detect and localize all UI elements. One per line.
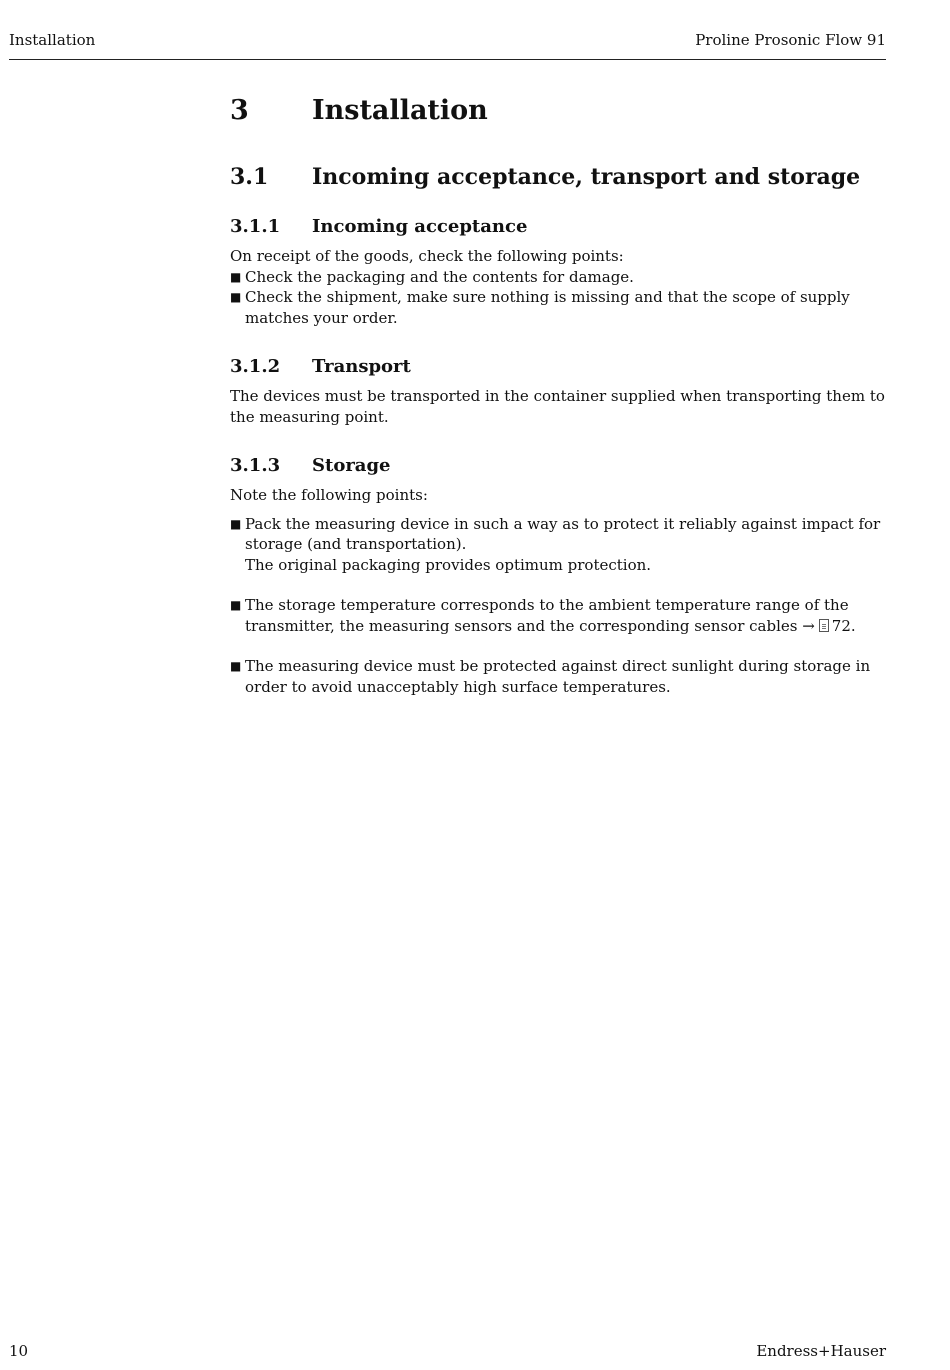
- chapter-heading: [230, 92, 886, 130]
- list-item: ■ The storage temperature corresponds to the ambient temperature range of the transmitter, the measuring sensors and the corresponding sensor cables → 72.: [230, 596, 856, 635]
- header-product-name: Proline Prosonic Flow 91: [695, 31, 886, 49]
- chapter-number: 3: [230, 95, 249, 126]
- bullet-icon: ■: [230, 659, 242, 673]
- list-item: ■ Check the shipment, make sure nothing is missing and that the scope of supply matches your order.: [230, 288, 850, 327]
- subsection-title: Storage: [312, 455, 391, 476]
- header-section-name: Installation: [9, 31, 96, 49]
- bullet-icon: ■: [230, 516, 242, 531]
- section-heading: [230, 162, 886, 192]
- page-reference-icon: [819, 619, 829, 632]
- list-item: ■ The measuring device must be protected against direct sunlight during storage in order to avoid unacceptably high surface temperatures.: [230, 657, 871, 696]
- subsection-heading-storage: [230, 453, 886, 479]
- subsection-title: Incoming acceptance: [312, 216, 528, 237]
- subsection-number: 3.1.2: [230, 356, 281, 377]
- brand-name: Endress+Hauser: [756, 1342, 886, 1360]
- incoming-checklist: [230, 267, 886, 329]
- chapter-title: Installation: [312, 95, 488, 126]
- subsection-heading-transport: [230, 354, 886, 380]
- subsection-number: 3.1.1: [230, 216, 281, 237]
- list-item: ■ Pack the measuring device in such a way as to protect it reliably against impact for storage (and transportation). The original packaging provides optimum protection.: [230, 514, 881, 574]
- bullet-icon: ■: [230, 290, 242, 304]
- section-title: Incoming acceptance, transport and storage: [312, 164, 861, 190]
- subsection-heading-incoming: [230, 214, 886, 240]
- transport-text: The devices must be transported in the container supplied when transporting them to the measuring point.: [230, 387, 885, 426]
- storage-intro: Note the following points:: [230, 486, 428, 504]
- list-item: ■ Check the packaging and the contents for damage.: [230, 267, 634, 286]
- page-reference[interactable]: 72.: [831, 616, 856, 635]
- bullet-icon: ■: [230, 269, 242, 284]
- page-content: [230, 92, 886, 697]
- bullet-icon: ■: [230, 598, 242, 612]
- page-number: 10: [9, 1342, 29, 1360]
- section-number: 3.1: [230, 164, 269, 190]
- storage-list: [230, 514, 886, 698]
- subsection-title: Transport: [312, 356, 411, 377]
- subsection-number: 3.1.3: [230, 455, 281, 476]
- incoming-intro: On receipt of the goods, check the following points:: [230, 247, 624, 265]
- page-header: [9, 31, 886, 60]
